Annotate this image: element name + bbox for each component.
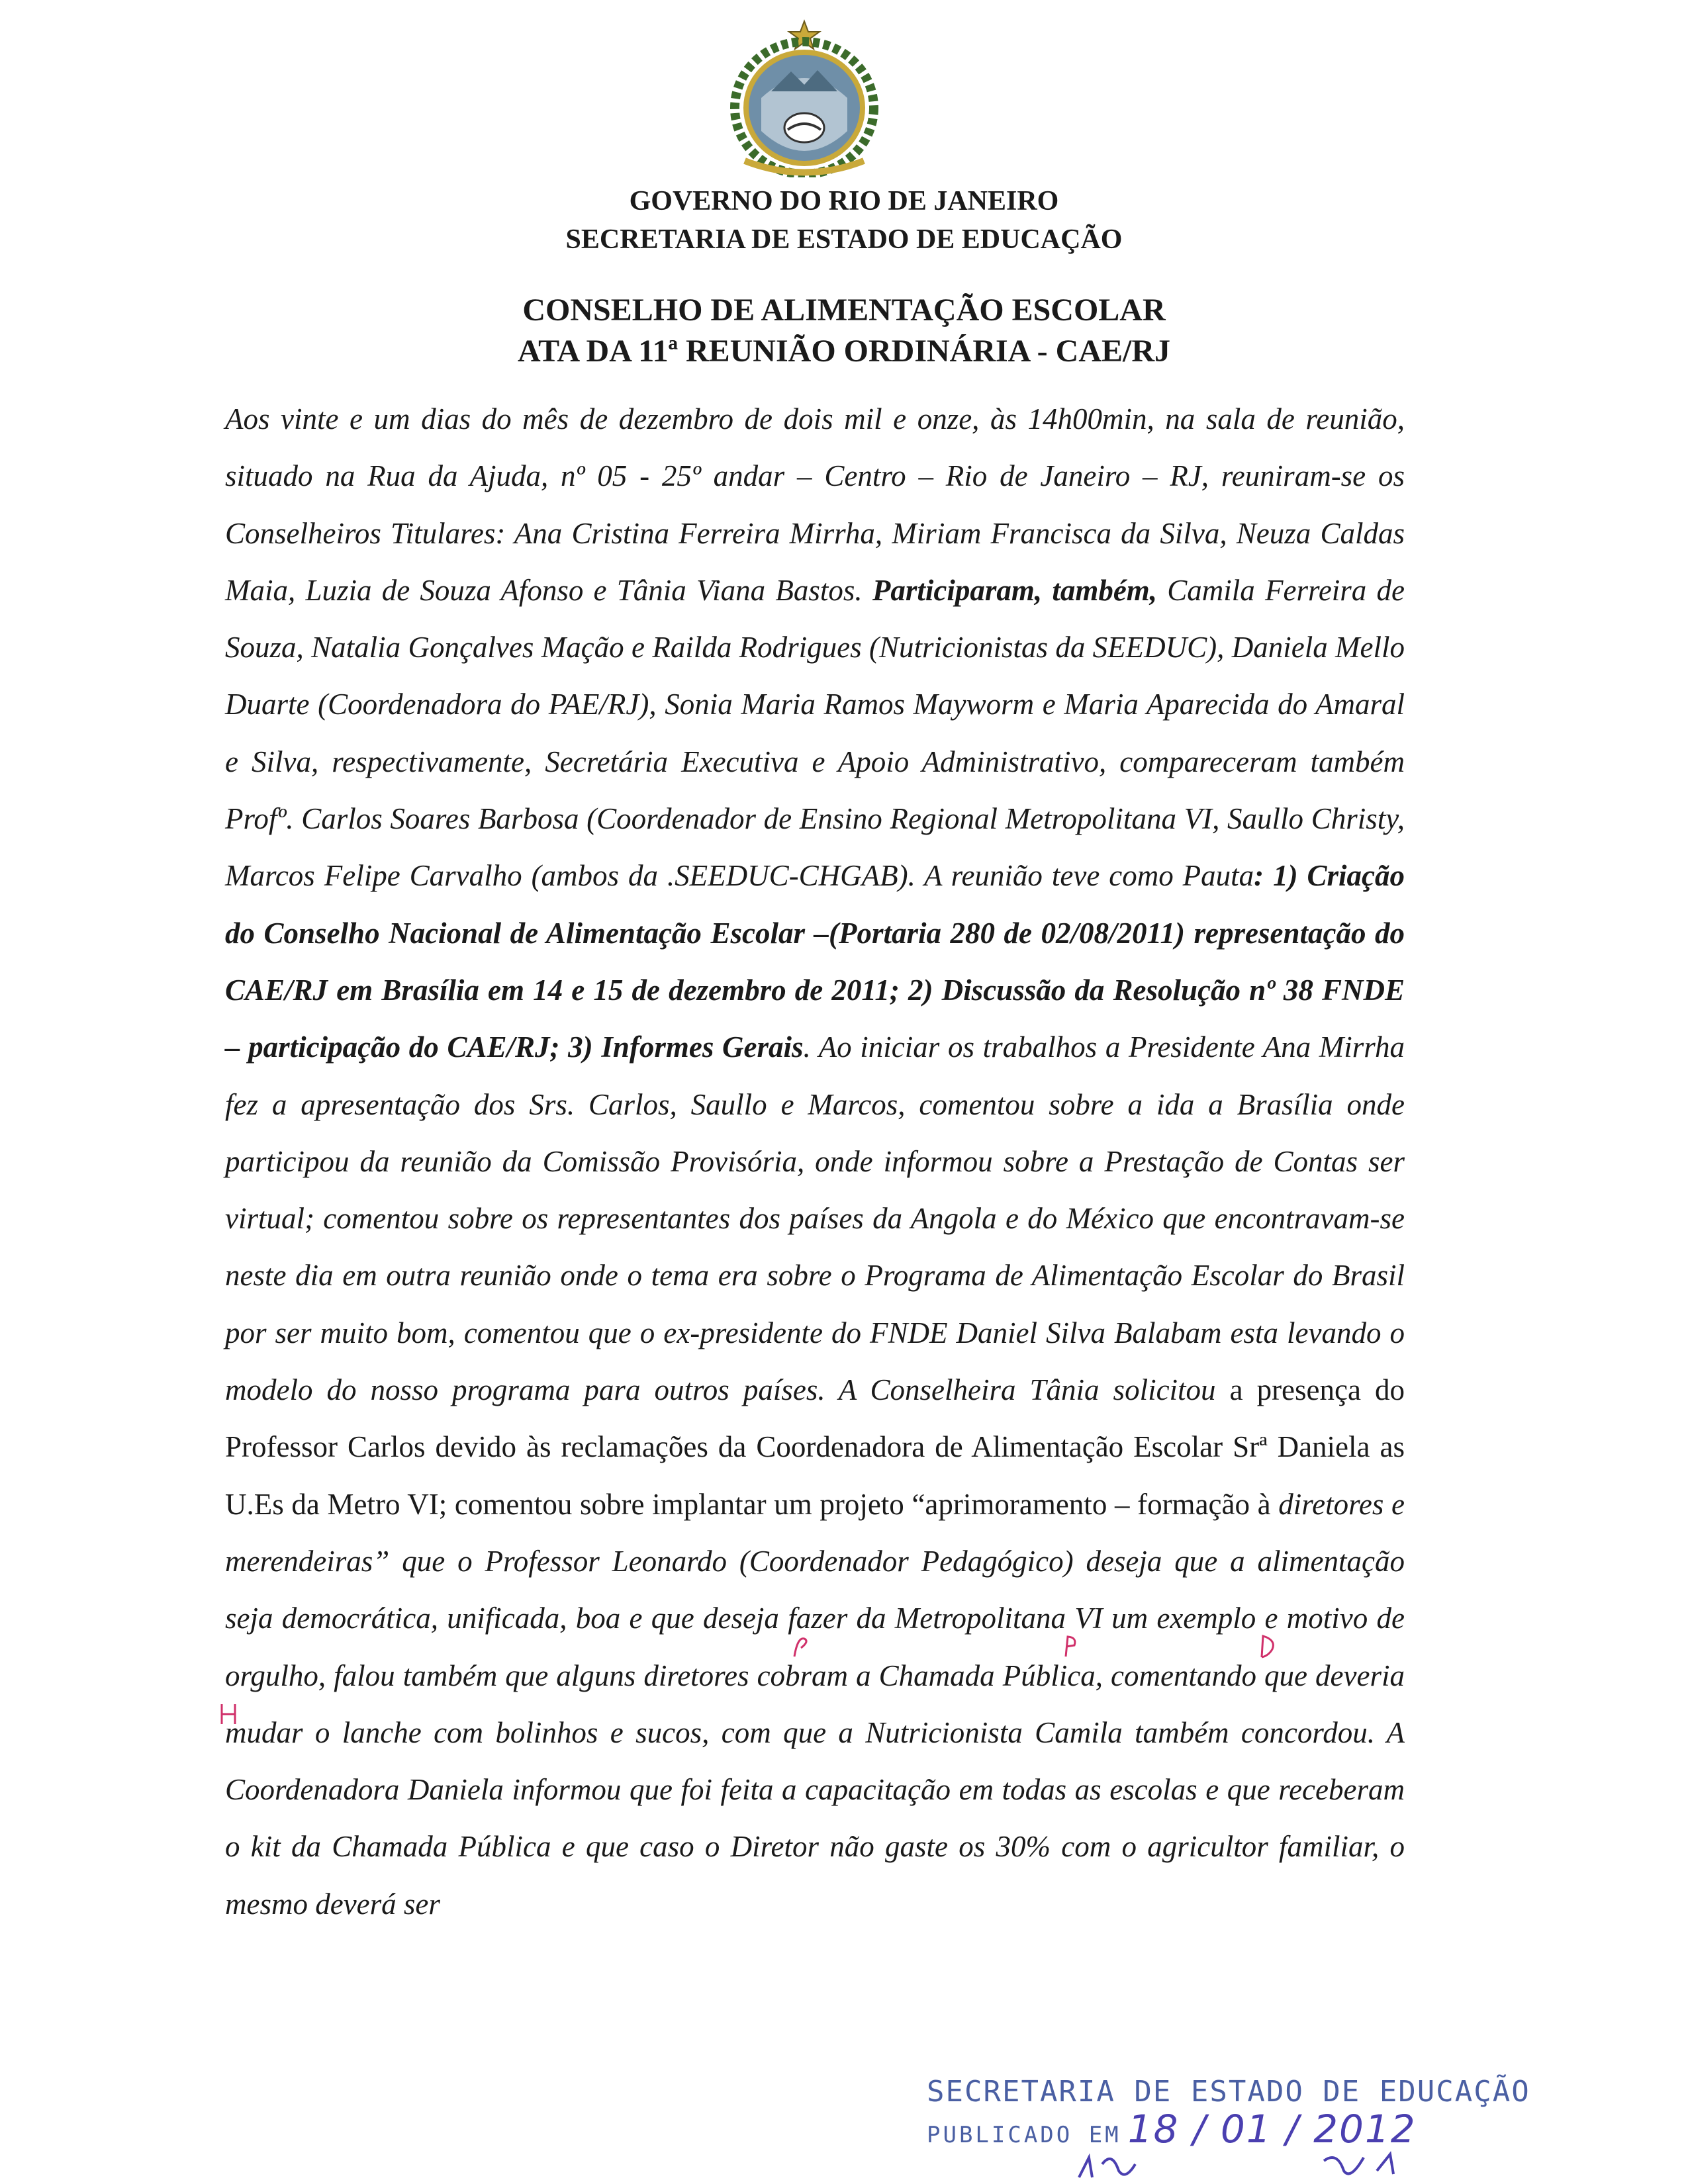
state-coat-of-arms (725, 19, 884, 177)
discussion-continued: diretores e merendeiras” que o Professor Leonardo (Coordenador Pedagógico) deseja que a alimentação seja democrática, unificada, boa e que deseja fazer da Metropolitana VI um exemplo e motivo de orgulho, falou também que alguns diretores cobram a Chamada Pública, comentando que deveria mudar o lanche com bolinhos e sucos, com que a Nutricionista Camila também concordou. A Coordenadora Daniela informou que foi feita a capacitação em todas as escolas e que receberam o kit da Chamada Pública e que caso o Diretor não gaste os 30% com o agricultor familiar, o mesmo deverá ser (225, 1487, 1405, 1921)
secretariat-name: SECRETARIA DE ESTADO DE EDUCAÇÃO (565, 224, 1123, 255)
handwritten-correction-mark (218, 1701, 238, 1727)
handwritten-initials (1072, 2144, 1470, 2184)
council-name: CONSELHO DE ALIMENTAÇÃO ESCOLAR (522, 293, 1166, 328)
stamp-published-label: PUBLICADO EM (927, 2122, 1121, 2148)
handwritten-correction-mark (1258, 1633, 1278, 1660)
issuer-block (0, 182, 1688, 259)
stamp-secretariat: SECRETARIA DE ESTADO DE EDUCAÇÃO (927, 2075, 1530, 2109)
handwritten-correction-mark (1062, 1633, 1082, 1660)
document-title-block (0, 290, 1688, 372)
handwritten-correction-mark (791, 1633, 811, 1660)
participants-list: Camila Ferreira de Souza, Natalia Gonçalves Mação e Railda Rodrigues (Nutricionistas da SEEDUC), Daniela Mello Duarte (Coordenadora do PAE/RJ), Sonia Maria Ramos Mayworm e Maria Aparecida do Amaral e Silva, respectivamente, Secretária Executiva e Apoio Administrativo, compareceram também Profº. Carlos Soares Barbosa (Coordenador de Ensino Regional Metropolitana VI, Saullo Christy, Marcos Felipe Carvalho (ambos da .SEEDUC-CHGAB). A reunião teve como Pauta (225, 573, 1405, 893)
participants-label: Participaram (872, 573, 1035, 607)
minutes-body (225, 390, 1405, 1933)
publication-stamp (927, 2073, 1530, 2154)
agenda-items: : 1) Criação do Conselho Nacional de Alimentação Escolar –(Portaria 280 de 02/08/2011) representação do CAE/RJ em Brasília em 14 e 15 de dezembro de 2011; 2) Discussão da Resolução nº 38 FNDE – participação do CAE/RJ; 3) Informes Gerais (225, 859, 1405, 1064)
participants-label-also: , também, (1034, 573, 1158, 607)
stamp-published-date: 18 / 01 / 2012 (1127, 2107, 1417, 2152)
minutes-title: ATA DA 11ª REUNIÃO ORDINÁRIA - CAE/RJ (517, 334, 1171, 369)
government-name: GOVERNO DO RIO DE JANEIRO (629, 186, 1059, 216)
opening-paragraph: Aos vinte e um dias do mês de dezembro de dois mil e onze, às 14h00min, na sala de reunião, situado na Rua da Ajuda, nº 05 - 25º andar – Centro – Rio de Janeiro – RJ, reuniram-se os Conselheiros Titulares: Ana Cristina Ferreira Mirrha, Miriam Francisca da Silva, Neuza Caldas Maia, Luzia de Souza Afonso e Tânia Viana Bastos. (225, 402, 1405, 607)
meeting-discussion: . Ao iniciar os trabalhos a Presidente Ana Mirrha fez a apresentação dos Srs. Carlos, Saullo e Marcos, comentou sobre a ida a Brasília onde participou da reunião da Comissão Provisória, onde informou sobre a Prestação de Contas ser virtual; comentou sobre os representantes dos países da Angola e do México que encontravam-se neste dia em outra reunião onde o tema era sobre o Programa de Alimentação Escolar do Brasil por ser muito bom, comentou que o ex-presidente do FNDE Daniel Silva Balabam esta levando o modelo do nosso programa para outros países. A Conselheira Tânia solicitou (225, 1030, 1405, 1407)
discussion-upright-text: a presença do Professor Carlos devido às reclamações da Coordenadora de Alimentação Escolar Srª Daniela as U.Es da Metro VI; comentou sobre implantar um projeto “aprimoramento – formação à (225, 1373, 1405, 1521)
